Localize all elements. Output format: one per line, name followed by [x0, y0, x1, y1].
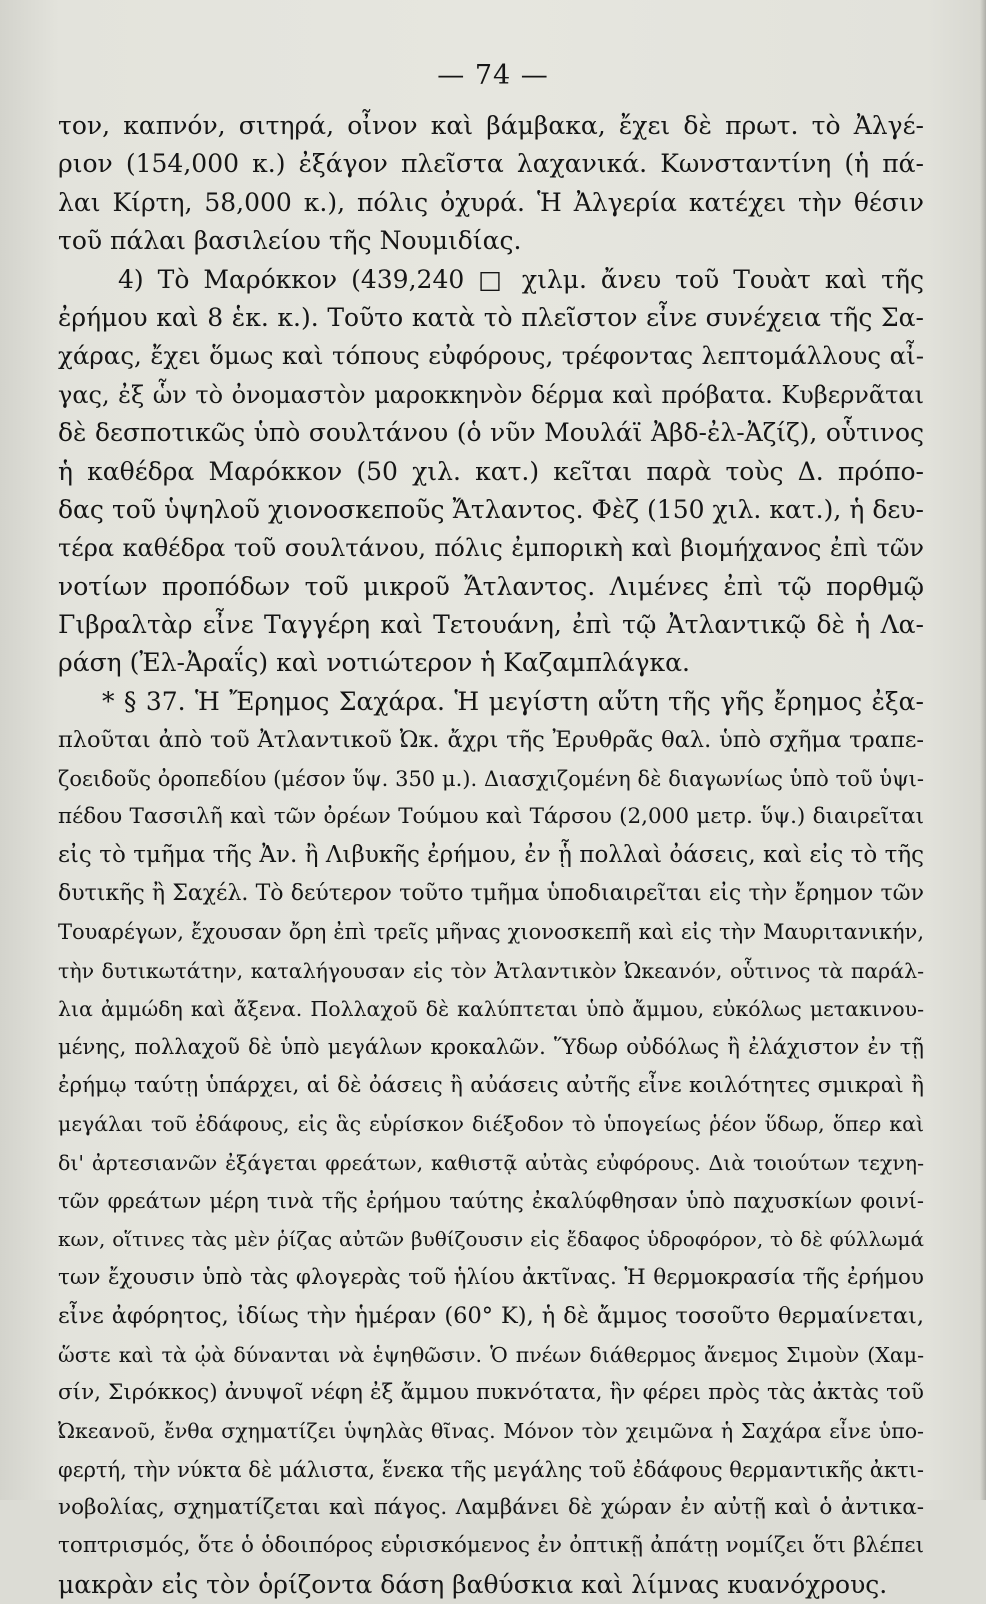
text-line: Τουαρέγων, ἔχουσαν ὄρη ἐπὶ τρεῖς μῆνας χιονοσκεπῆ καὶ εἰς τὴν Μαυριτανικήν, [58, 920, 924, 945]
text-line: εἶνε ἀφόρητος, ἰδίως τὴν ἡμέραν (60° Κ), ἡ δὲ ἄμμος τοσοῦτο θερμαίνεται, [58, 1303, 924, 1330]
text-line: ἐρήμῳ ταύτῃ ὑπάρχει, αἱ δὲ ὀάσεις ἢ αὐάσεις αὐτῆς εἶνε κοιλότητες σμικραὶ ἢ [58, 1072, 924, 1098]
text-line: χάρας, ἔχει ὅμως καὶ τόπους εὐφόρους, τρέφοντας λεπτομάλλους αἶ- [58, 341, 924, 371]
text-line: μένης, πολλαχοῦ δὲ ὑπὸ μεγάλων κροκαλῶν. Ὕδωρ οὐδόλως ἢ ἐλάχιστον ἐν τῇ [58, 1035, 924, 1060]
page-number: — 74 — [437, 60, 549, 91]
page-text [58, 107, 924, 1604]
text-line: Ὠκεανοῦ, ἔνθα σχηματίζει ὑψηλὰς θῖνας. Μόνον τὸν χειμῶνα ἡ Σαχάρα εἶνε ὑπο- [58, 1419, 924, 1444]
text-line: δυτικῆς ἢ Σαχέλ. Τὸ δεύτερον τοῦτο τμῆμα ὑποδιαιρεῖται εἰς τὴν ἔρημον τῶν [58, 880, 924, 906]
text-line: σίν, Σιρόκκος) ἀνυψοῖ νέφη ἐξ ἄμμου πυκνότατα, ἣν φέρει πρὸς τὰς ἀκτὰς τοῦ [58, 1379, 924, 1405]
text-line: ἐρήμου καὶ 8 ἑκ. κ.). Τοῦτο κατὰ τὸ πλεῖστον εἶνε συνέχεια τῆς Σα- [58, 302, 924, 332]
text-line: τοῦ πάλαι βασιλείου τῆς Νουμιδίας. [58, 226, 522, 256]
text-line: φερτή, τὴν νύκτα δὲ μάλιστα, ἕνεκα τῆς μεγάλης τοῦ ἐδάφους θερμαντικῆς ἀκτι- [58, 1457, 924, 1482]
text-line: πέδου Τασσιλῆ καὶ τῶν ὀρέων Τούμου καὶ Τάρσου (2,000 μετρ. ὕψ.) διαιρεῖται [58, 804, 924, 830]
text-line: εἰς τὸ τμῆμα τῆς Ἀν. ἢ Λιβυκῆς ἐρήμου, ἐν ᾗ πολλαὶ ὀάσεις, καὶ εἰς τὸ τῆς [58, 842, 924, 869]
text-line: τον, καπνόν, σιτηρά, οἶνον καὶ βάμβακα, ἔχει δὲ πρωτ. τὸ Ἀλγέ- [58, 111, 924, 140]
page-edge-shadow [980, 0, 986, 1500]
text-line: δι' ἀρτεσιανῶν ἐξάγεται φρεάτων, καθιστᾷ αὐτὰς εὐφόρους. Διὰ τοιούτων τεχνη- [58, 1150, 924, 1175]
text-line: δας τοῦ ὑψηλοῦ χιονοσκεποῦς Ἄτλαντος. Φὲζ (150 χιλ. κατ.), ἡ δευ- [58, 494, 924, 524]
text-line: ὥστε καὶ τὰ ᾠὰ δύνανται νὰ ἑψηθῶσιν. Ὁ πνέων διάθερμος ἄνεμος Σιμοὺν (Χαμ- [58, 1342, 924, 1367]
text-line: ζοειδοῦς ὀροπεδίου (μέσον ὕψ. 350 μ.). Διασχιζομένη δὲ διαγωνίως ὑπὸ τοῦ ὑψι- [58, 766, 924, 791]
text-line: μακρὰν εἰς τὸν ὁρίζοντα δάση βαθύσκια καὶ λίμνας κυανόχρους. [58, 1569, 888, 1599]
text-line: λαι Κίρτη, 58,000 κ.), πόλις ὀχυρά. Ἡ Ἀλγερία κατέχει τὴν θέσιν [58, 187, 924, 217]
text-line: γας, ἐξ ὧν τὸ ὀνομαστὸν μαροκκηνὸν δέρμα καὶ πρόβατα. Κυβερνᾶται [58, 380, 924, 409]
text-line: νοτίων προπόδων τοῦ μικροῦ Ἄτλαντος. Λιμένες ἐπὶ τῷ πορθμῷ [58, 571, 924, 601]
text-line: τὴν δυτικωτάτην, καταλήγουσαν εἰς τὸν Ἀτλαντικὸν Ὠκεανόν, οὗτινος τὰ παράλ- [58, 958, 924, 983]
text-line: ράση (Ἐλ-Ἀραΐς) καὶ νοτιώτερον ἡ Καζαμπλάγκα. [58, 648, 690, 678]
text-line: λια ἀμμώδη καὶ ἄξενα. Πολλαχοῦ δὲ καλύπτεται ὑπὸ ἄμμου, εὐκόλως μετακινου- [58, 996, 924, 1021]
text-line: ἡ καθέδρα Μαρόκκον (50 χιλ. κατ.) κεῖται παρὰ τοὺς Δ. πρόπο- [58, 456, 924, 486]
text-line: των ἔχουσιν ὑπὸ τὰς φλογερὰς τοῦ ἡλίου ἀκτῖνας. Ἡ θερμοκρασία τῆς ἐρήμου [58, 1264, 924, 1290]
text-line: νοβολίας, σχηματίζεται καὶ πάγος. Λαμβάνει δὲ χώραν ἐν αὐτῇ καὶ ὁ ἀντικα- [58, 1495, 924, 1521]
text-line: πλοῦται ἀπὸ τοῦ Ἀτλαντικοῦ Ὠκ. ἄχρι τῆς Ἐρυθρᾶς θαλ. ὑπὸ σχῆμα τραπε- [58, 727, 924, 754]
text-line: μεγάλαι τοῦ ἐδάφους, εἰς ἃς εὑρίσκον διέξοδον τὸ ὑπογείως ῥέον ὕδωρ, ὅπερ καὶ [58, 1112, 924, 1137]
text-line: τέρα καθέδρα τοῦ σουλτάνου, πόλις ἐμπορικὴ καὶ βιομήχανος ἐπὶ τῶν [58, 534, 924, 563]
text-line: τοπτρισμός, ὅτε ὁ ὁδοιπόρος εὑρισκόμενος ἐν ὀπτικῇ ἀπάτῃ νομίζει ὅτι βλέπει [58, 1533, 924, 1559]
text-line: κων, οἵτινες τὰς μὲν ῥίζας αὐτῶν βυθίζουσιν εἰς ἔδαφος ὑδροφόρον, τὸ δὲ φύλλωμά [58, 1227, 924, 1252]
text-line: δὲ δεσποτικῶς ὑπὸ σουλτάνου (ὁ νῦν Μουλάϊ Ἀβδ-ἐλ-Ἀζίζ), οὗτινος [58, 418, 924, 448]
section-heading-line: * § 37. Ἡ Ἔρημος Σαχάρα. Ἡ μεγίστη αὕτη τῆς γῆς ἔρημος ἐξα- [102, 686, 924, 716]
text-line: ριον (154,000 κ.) ἐξάγον πλεῖστα λαχανικά. Κωνσταντίνη (ἡ πά- [58, 149, 924, 179]
text-line: 4) Τὸ Μαρόκκον (439,240 □ χιλμ. ἄνευ τοῦ Τουὰτ καὶ τῆς [118, 264, 924, 294]
text-line: τῶν φρεάτων μέρη τινὰ τῆς ἐρήμου ταύτης ἐκαλύφθησαν ὑπὸ παχυσκίων φοινί- [58, 1188, 924, 1213]
text-line: Γιβραλτὰρ εἶνε Ταγγέρη καὶ Τετουάνη, ἐπὶ τῷ Ἀτλαντικῷ δὲ ἡ Λα- [58, 610, 924, 640]
